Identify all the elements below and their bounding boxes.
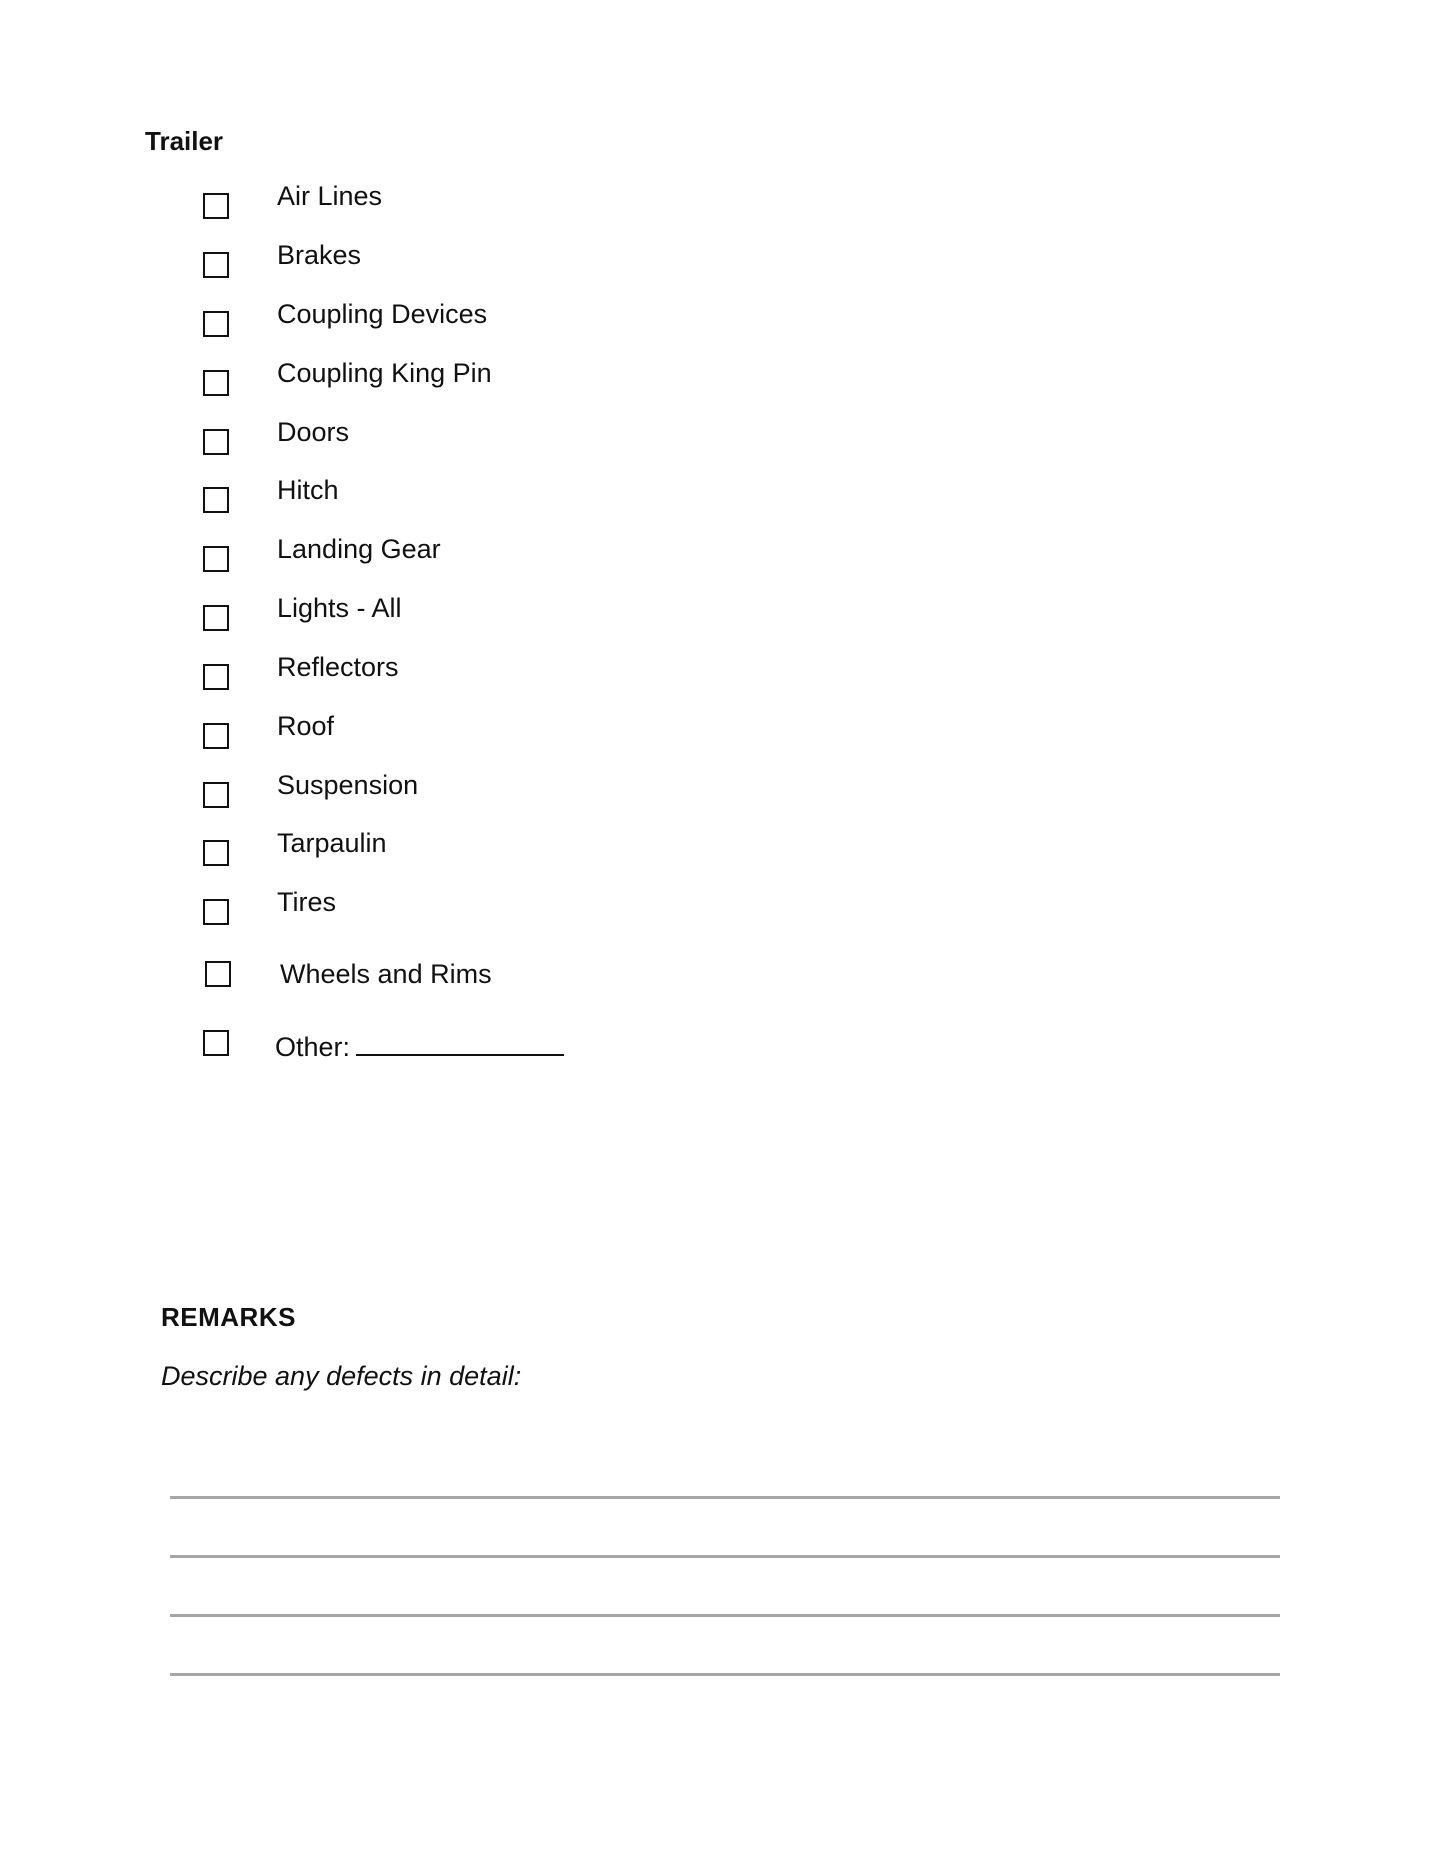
wheels-and-rims-checkbox[interactable] <box>205 961 231 987</box>
checklist-item-tarpaulin <box>0 828 700 880</box>
checklist-item-label: Roof <box>277 711 335 741</box>
remarks-write-line[interactable] <box>170 1555 1280 1558</box>
tires-checkbox[interactable] <box>203 899 229 925</box>
hitch-checkbox[interactable] <box>203 487 229 513</box>
remarks-title: REMARKS <box>161 1302 296 1332</box>
checklist-item-label: Lights - All <box>277 593 402 623</box>
checklist-item-label: Tarpaulin <box>277 828 387 858</box>
lights-all-checkbox[interactable] <box>203 605 229 631</box>
checklist-item-coupling-devices <box>0 299 700 351</box>
checklist-item-label: Brakes <box>277 240 362 270</box>
checklist-item-lights-all <box>0 593 700 645</box>
air-lines-checkbox[interactable] <box>203 193 229 219</box>
checklist-item-other <box>0 1030 700 1070</box>
checklist-item-coupling-king-pin <box>0 358 700 410</box>
other-label: Other: <box>275 1032 351 1062</box>
checklist-item-label: Wheels and Rims <box>280 959 492 989</box>
checklist-item-suspension <box>0 770 700 822</box>
checklist-item-label: Reflectors <box>277 652 399 682</box>
checklist-item-label: Air Lines <box>277 181 383 211</box>
reflectors-checkbox[interactable] <box>203 664 229 690</box>
checklist-item-hitch <box>0 475 700 527</box>
other-checkbox[interactable] <box>203 1030 229 1056</box>
checklist-item-label: Coupling King Pin <box>277 358 492 388</box>
remarks-write-line[interactable] <box>170 1673 1280 1676</box>
checklist-item-label: Landing Gear <box>277 534 441 564</box>
checklist-item-air-lines <box>0 181 700 233</box>
checklist-item-landing-gear <box>0 534 700 586</box>
coupling-king-pin-checkbox[interactable] <box>203 370 229 396</box>
checklist-item-label: Hitch <box>277 475 339 505</box>
checklist-item-brakes <box>0 240 700 292</box>
remarks-write-line[interactable] <box>170 1496 1280 1499</box>
checklist-item-label: Suspension <box>277 770 419 800</box>
checklist-item-label: Doors <box>277 417 350 447</box>
checklist-item-doors <box>0 417 700 469</box>
checklist-item-tires <box>0 887 700 939</box>
brakes-checkbox[interactable] <box>203 252 229 278</box>
checklist-item-reflectors <box>0 652 700 704</box>
checklist-item-label: Tires <box>277 887 336 917</box>
remarks-instruction: Describe any defects in detail: <box>161 1361 522 1391</box>
coupling-devices-checkbox[interactable] <box>203 311 229 337</box>
section-title: Trailer <box>145 126 224 156</box>
doors-checkbox[interactable] <box>203 429 229 455</box>
tarpaulin-checkbox[interactable] <box>203 840 229 866</box>
other-blank-line[interactable] <box>356 1032 564 1056</box>
checklist-item-wheels-and-rims <box>0 961 700 1001</box>
suspension-checkbox[interactable] <box>203 782 229 808</box>
checklist-item-roof <box>0 711 700 763</box>
checklist-item-label: Coupling Devices <box>277 299 488 329</box>
roof-checkbox[interactable] <box>203 723 229 749</box>
remarks-write-line[interactable] <box>170 1614 1280 1617</box>
landing-gear-checkbox[interactable] <box>203 546 229 572</box>
other-field <box>275 1032 564 1063</box>
